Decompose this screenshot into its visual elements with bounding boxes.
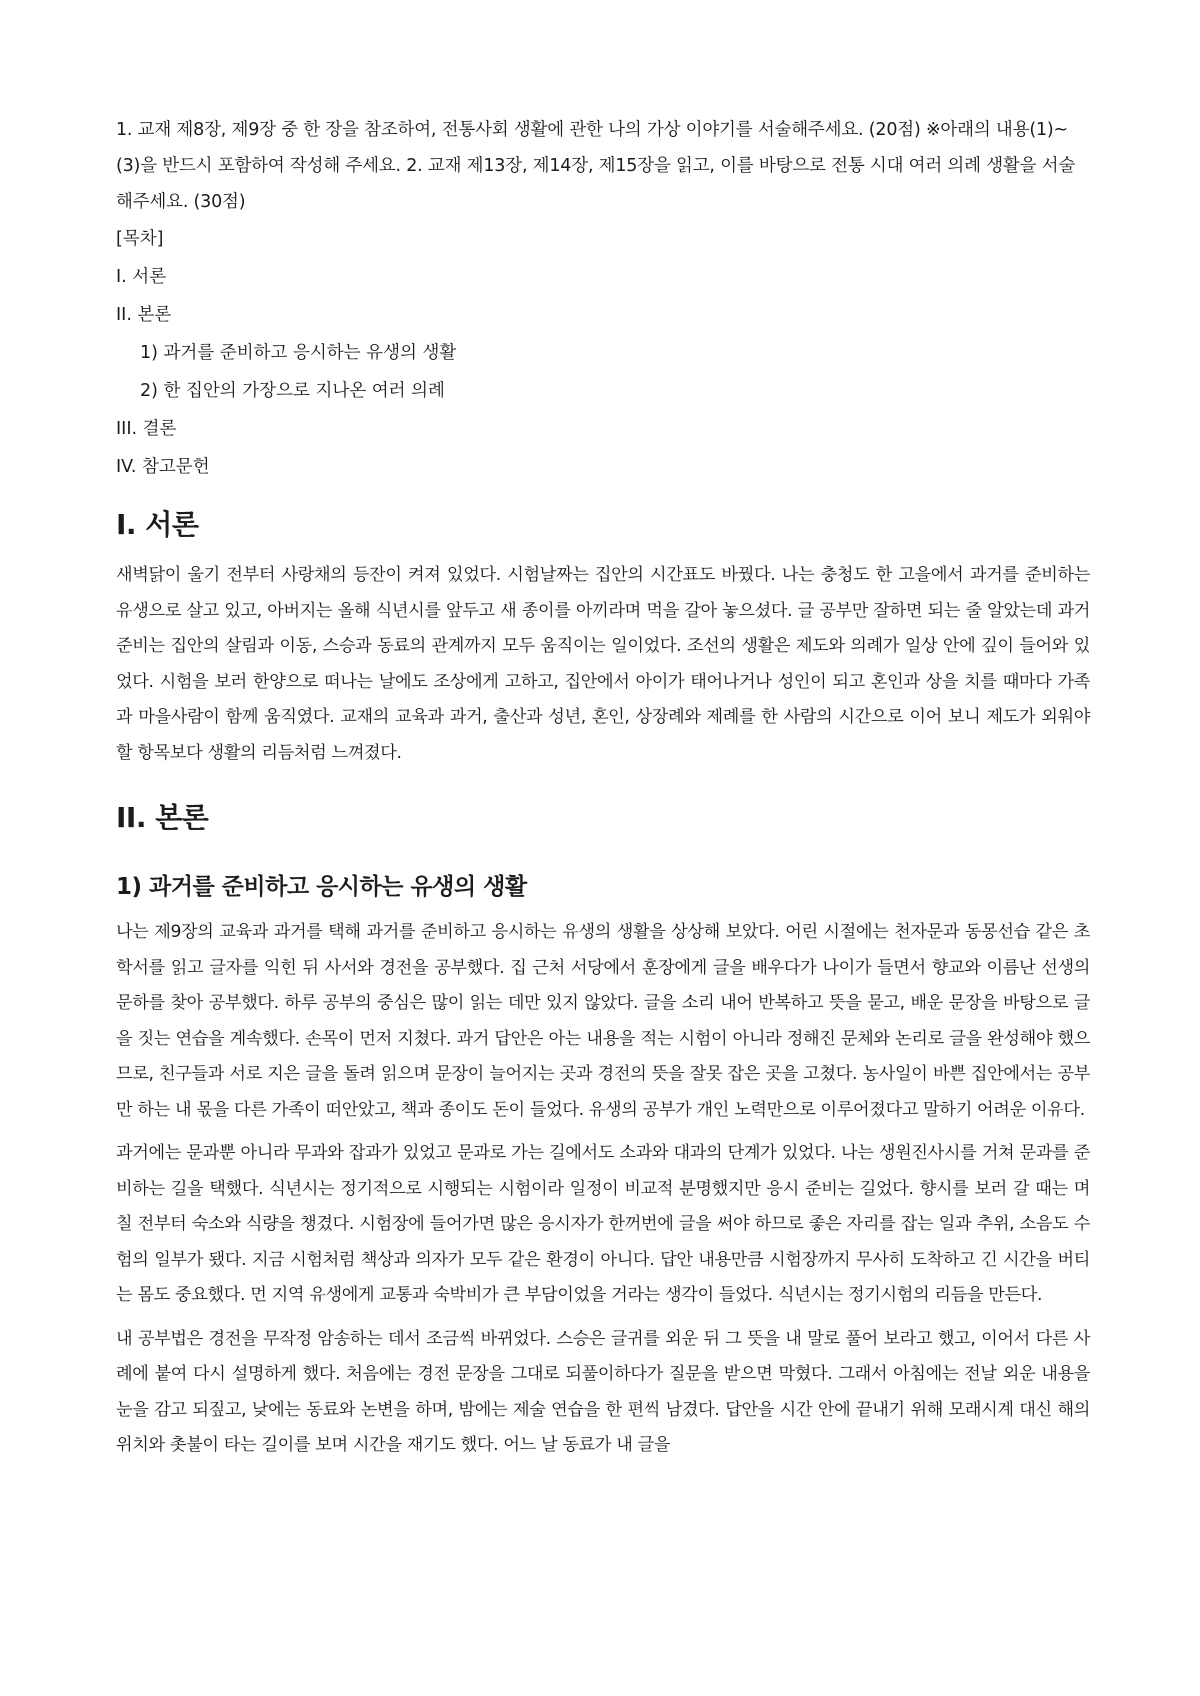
toc-item-references: IV. 참고문헌	[116, 457, 210, 477]
section-title-intro: I. 서론	[116, 508, 199, 541]
body-paragraph-3: 내 공부법은 경전을 무작정 암송하는 데서 조금씩 바뀌었다. 스승은 글귀를 외운 뒤 그 뜻을 내 말로 풀어 보라고 했고, 이어서 다른 사례에 붙여 다시 설명하게 했다. 처음에는 경전 문장을 그대로 되풀이하다가 질문을 받으면 막혔다. 그래서 아침에는 전날 외운 내용을 눈을 감고 되짚고, 낮에는 동료와 논변을 하며, 밤에는 제술 연습을 한 편씩 남겼다. 답안을 시간 안에 끝내기 위해 모래시계 대신 해의 위치와 촛불이 타는 길이를 보며 시간을 재기도 했다. 어느 날 동료가 내 글을	[116, 1328, 1090, 1455]
section-title-body: II. 본론	[116, 801, 209, 834]
toc-item-body-sub1: 1) 과거를 준비하고 응시하는 유생의 생활	[140, 343, 457, 363]
toc-item-intro: I. 서론	[116, 267, 167, 287]
body-paragraph-2: 과거에는 문과뿐 아니라 무과와 잡과가 있었고 문과로 가는 길에서도 소과와 대과의 단계가 있었다. 나는 생원진사시를 거쳐 문과를 준비하는 길을 택했다. 식년시는 정기적으로 시행되는 시험이라 일정이 비교적 분명했지만 응시 준비는 길었다. 향시를 보러 갈 때는 며칠 전부터 숙소와 식량을 챙겼다. 시험장에 들어가면 많은 응시자가 한꺼번에 글을 써야 하므로 좋은 자리를 잡는 일과 추위, 소음도 수험의 일부가 됐다. 지금 시험처럼 책상과 의자가 모두 같은 환경이 아니다. 답안 내용만큼 시험장까지 무사히 도착하고 긴 시간을 버티는 몸도 중요했다. 먼 지역 유생에게 교통과 숙박비가 큰 부담이었을 거라는 생각이 들었다. 식년시는 정기시험의 리듬을 만든다.	[116, 1143, 1090, 1305]
toc-item-conclusion: III. 결론	[116, 419, 177, 439]
body-paragraph-1: 나는 제9장의 교육과 과거를 택해 과거를 준비하고 응시하는 유생의 생활을 상상해 보았다. 어린 시절에는 천자문과 동몽선습 같은 초학서를 읽고 글자를 익힌 뒤 사서와 경전을 공부했다. 집 근처 서당에서 훈장에게 글을 배우다가 나이가 들면서 향교와 이름난 선생의 문하를 찾아 공부했다. 하루 공부의 중심은 많이 읽는 데만 있지 않았다. 글을 소리 내어 반복하고 뜻을 묻고, 배운 문장을 바탕으로 글을 짓는 연습을 계속했다. 손목이 먼저 지쳤다. 과거 답안은 아는 내용을 적는 시험이 아니라 정해진 문체와 논리로 글을 완성해야 했으므로, 친구들과 서로 지은 글을 돌려 읽으며 문장이 늘어지는 곳과 경전의 뜻을 잘못 잡은 곳을 고쳤다. 농사일이 바쁜 집안에서는 공부만 하는 내 몫을 다른 가족이 떠안았고, 책과 종이도 돈이 들었다. 유생의 공부가 개인 노력만으로 이루어졌다고 말하기 어려운 이유다.	[116, 922, 1090, 1120]
subsection-title-1: 1) 과거를 준비하고 응시하는 유생의 생활	[116, 874, 527, 900]
toc-item-body: II. 본론	[116, 305, 172, 325]
toc-item-body-sub2: 2) 한 집안의 가장으로 지나온 여러 의례	[140, 381, 445, 401]
toc-heading: [목차]	[116, 229, 164, 249]
intro-paragraph: 새벽닭이 울기 전부터 사랑채의 등잔이 켜져 있었다. 시험날짜는 집안의 시간표도 바꿨다. 나는 충청도 한 고을에서 과거를 준비하는 유생으로 살고 있고, 아버지는 올해 식년시를 앞두고 새 종이를 아끼라며 먹을 갈아 놓으셨다. 글 공부만 잘하면 되는 줄 알았는데 과거 준비는 집안의 살림과 이동, 스승과 동료의 관계까지 모두 움직이는 일이었다. 조선의 생활은 제도와 의례가 일상 안에 깊이 들어와 있었다. 시험을 보러 한양으로 떠나는 날에도 조상에게 고하고, 집안에서 아이가 태어나거나 성인이 되고 혼인과 상을 치를 때마다 가족과 마을사람이 함께 움직였다. 교재의 교육과 과거, 출산과 성년, 혼인, 상장례와 제례를 한 사람의 시간으로 이어 보니 제도가 외워야 할 항목보다 생활의 리듬처럼 느껴졌다.	[116, 565, 1090, 763]
table-of-contents	[116, 228, 1090, 478]
assignment-prompt: 1. 교재 제8장, 제9장 중 한 장을 참조하여, 전통사회 생활에 관한 나의 가상 이야기를 서술해주세요. (20점) ※아래의 내용(1)~(3)을 반드시 포함하여 작성해 주세요. 2. 교재 제13장, 제14장, 제15장을 읽고, 이를 바탕으로 전통 시대 여러 의례 생활을 서술해주세요. (30점)	[116, 120, 1076, 212]
